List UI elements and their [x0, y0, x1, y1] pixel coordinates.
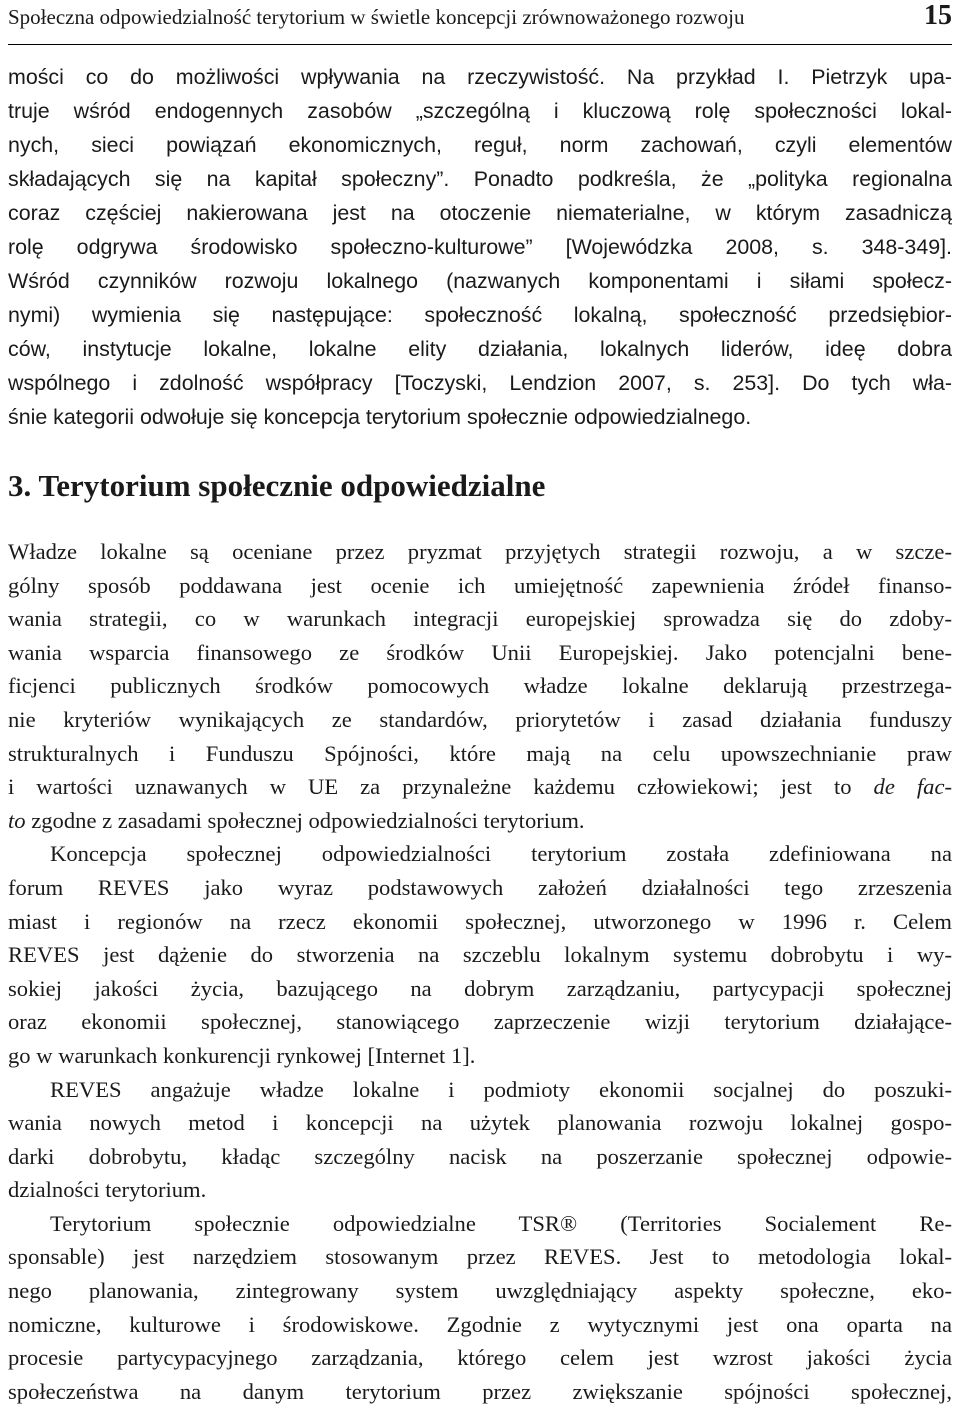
- text-line: go w warunkach konkurencji rynkowej [Internet 1].: [8, 1042, 476, 1068]
- paragraph-4: [8, 1207, 952, 1405]
- text-line: nymi) wymienia się następujące: społeczność lokalną, społeczność przedsiębior-: [8, 303, 952, 327]
- text-line: dzialności terytorium.: [8, 1177, 207, 1203]
- running-title: Społeczna odpowiedzialność terytorium w świetle koncepcji zrównoważonego rozwoju: [8, 5, 745, 29]
- text-line: REVES angażuje władze lokalne i podmioty ekonomii socjalnej do poszuki-: [50, 1076, 952, 1102]
- text-line: wania wsparcia finansowego ze środków Unii Europejskiej. Jako potencjalni bene-: [8, 639, 952, 665]
- text-line: ficjenci publicznych środków pomocowych władze lokalne deklarują przestrzega-: [8, 673, 952, 699]
- text-line: Władze lokalne są oceniane przez pryzmat przyjętych strategii rozwoju, a w szcze-: [8, 539, 952, 564]
- text-line: forum REVES jako wyraz podstawowych założeń działalności tego zrzeszenia: [8, 874, 952, 900]
- text-line: miast i regionów na rzecz ekonomii społecznej, utworzonego w 1996 r. Celem: [8, 908, 952, 934]
- text-line: śnie kategorii odwołuje się koncepcja terytorium społecznie odpowiedzialnego.: [8, 405, 752, 429]
- text-line: Wśród czynników rozwoju lokalnego (nazwanych komponentami i siłami społecz-: [8, 269, 952, 293]
- document-page: [8, 0, 952, 1405]
- text-line: wspólnego i zdolność współpracy [Toczyski, Lendzion 2007, s. 253]. Do tych wła-: [8, 371, 952, 395]
- text-line: wania strategii, co w warunkach integracji europejskiej sprowadza się do zdoby-: [8, 606, 952, 632]
- text-line: strukturalnych i Funduszu Spójności, które mają na celu upowszechnianie praw: [8, 740, 952, 766]
- page-number: 15: [924, 0, 952, 31]
- text-line: wania nowych metod i koncepcji na użytek planowania rozwoju lokalnej gospo-: [8, 1110, 952, 1136]
- text-line: społeczeństwa na danym terytorium przez zwiększanie spójności społecznej,: [8, 1378, 952, 1404]
- text-line: [8, 804, 952, 838]
- paragraph-3: [8, 1073, 952, 1207]
- text-line: nomiczne, kulturowe i środowiskowe. Zgodnie z wytycznymi jest ona oparta na: [8, 1311, 952, 1337]
- italic-term: to: [8, 807, 26, 833]
- section-body: [8, 535, 952, 1405]
- running-header: [8, 0, 952, 45]
- text-line: coraz częściej nakierowana jest na otoczenie niematerialne, w którym zasadniczą: [8, 201, 952, 225]
- paragraph-1: [8, 535, 952, 837]
- text-line: mości co do możliwości wpływania na rzeczywistość. Na przykład I. Pietrzyk upa-: [8, 65, 952, 89]
- section-heading: 3. Terytorium społecznie odpowiedzialne: [8, 468, 546, 503]
- text-line: darki dobrobytu, kładąc szczególny nacisk na poszerzanie społecznej odpowie-: [8, 1143, 952, 1169]
- text-line: [8, 770, 952, 804]
- text-line: truje wśród endogennych zasobów „szczególną i kluczową rolę społeczności lokal-: [8, 99, 952, 123]
- text-line: procesie partycypacyjnego zarządzania, którego celem jest wzrost jakości życia: [8, 1345, 952, 1371]
- text-line: nie kryteriów wynikających ze standardów, priorytetów i zasad działania funduszy: [8, 706, 952, 732]
- text-line: sponsable) jest narzędziem stosowanym przez REVES. Jest to metodologia lokal-: [8, 1244, 952, 1270]
- text-line: Koncepcja społecznej odpowiedzialności terytorium została zdefiniowana na: [50, 841, 952, 867]
- text-line: gólny sposób poddawana jest ocenie ich umiejętność zapewnienia źródeł finanso-: [8, 572, 952, 598]
- text-line: oraz ekonomii społecznej, stanowiącego zaprzeczenie wizji terytorium działające-: [8, 1009, 952, 1035]
- text-line: ców, instytucje lokalne, lokalne elity działania, lokalnych liderów, ideę dobra: [8, 337, 952, 361]
- text-run: zgodne z zasadami społecznej odpowiedzialności terytorium.: [25, 807, 585, 833]
- text-run: i wartości uznawanych w UE za przynależne każdemu człowiekowi; jest to: [8, 774, 874, 800]
- text-line: REVES jest dążenie do stworzenia na szczeblu lokalnym systemu dobrobytu i wy-: [8, 942, 952, 968]
- text-line: nego planowania, zintegrowany system uwzględniający aspekty społeczne, eko-: [8, 1278, 952, 1304]
- paragraph-2: [8, 837, 952, 1072]
- text-line: nych, sieci powiązań ekonomicznych, reguł, norm zachowań, czyli elementów: [8, 133, 952, 157]
- intro-paragraph: [8, 60, 952, 434]
- text-line: Terytorium społecznie odpowiedzialne TSR® (Territories Socialement Re-: [50, 1210, 952, 1236]
- text-line: rolę odgrywa środowisko społeczno-kulturowe” [Wojewódzka 2008, s. 348-349].: [8, 235, 952, 259]
- text-line: składających się na kapitał społeczny”. Ponadto podkreśla, że „polityka regionalna: [8, 167, 952, 191]
- text-line: sokiej jakości życia, bazującego na dobrym zarządzaniu, partycypacji społecznej: [8, 975, 952, 1001]
- italic-term: de fac-: [873, 774, 952, 800]
